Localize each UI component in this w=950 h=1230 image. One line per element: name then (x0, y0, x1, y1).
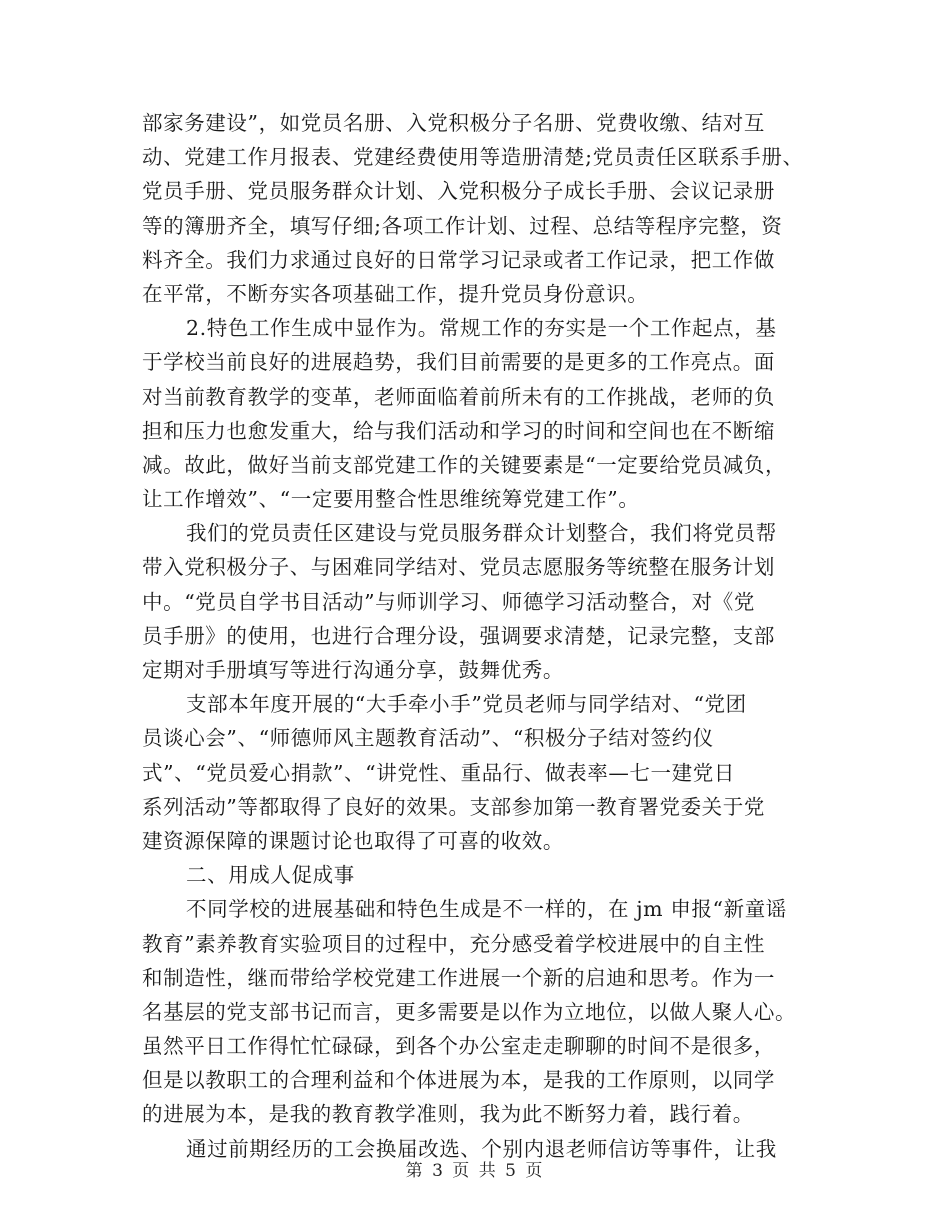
paragraph-start-line: 2.特色工作生成中显作为。常规工作的夯实是一个工作起点，基 (186, 316, 777, 341)
text-line: 教育”素养教育实验项目的过程中，充分感受着学校进展中的自主性 (142, 931, 765, 956)
text-line: 建资源保障的课题讨论也取得了可喜的收效。 (142, 828, 564, 853)
text-line: 式”、“党员爱心捐款”、“讲党性、重品行、做表率—七一建党日 (142, 760, 735, 785)
text-line: 中。“党员自学书目活动”与师训学习、师德学习活动整合，对《党 (142, 589, 755, 614)
paragraph-start-line: 支部本年度开展的“大手牵小手”党员老师与同学结对、“党团 (186, 692, 747, 717)
text-line: 减。故此，做好当前支部党建工作的关键要素是“一定要给党员减负， (142, 452, 787, 477)
paragraph-start-line: 我们的党员责任区建设与党员服务群众计划整合，我们将党员帮 (186, 521, 777, 546)
text-line: 等的簿册齐全，填写仔细;各项工作计划、过程、总结等程序完整，资 (142, 213, 783, 238)
text-line: 带入党积极分子、与困难同学结对、党员志愿服务等统整在服务计划 (142, 555, 775, 580)
text-line: 定期对手册填写等进行沟通分享，鼓舞优秀。 (142, 658, 564, 682)
text-line: 和制造性，继而带给学校党建工作进展一个新的启迪和思考。作为一 (142, 965, 775, 990)
text-line: 于学校当前良好的进展趋势，我们目前需要的是更多的工作亮点。面 (142, 350, 775, 375)
section-heading: 二、用成人促成事 (186, 863, 355, 888)
paragraph-start-line: 通过前期经历的工会换届改选、个别内退老师信访等事件，让我 (186, 1136, 777, 1161)
text-line: 料齐全。我们力求通过良好的日常学习记录或者工作记录，把工作做 (142, 247, 775, 272)
text-line: 在平常，不断夯实各项基础工作，提升党员身份意识。 (142, 281, 649, 306)
text-line: 的进展为本，是我的教育教学准则，我为此不断努力着，践行着。 (142, 1102, 754, 1127)
paragraph-start-line: 不同学校的进展基础和特色生成是不一样的，在 jm 申报“新童谣 (186, 897, 787, 922)
text-line: 动、党建工作月报表、党建经费使用等造册清楚;党员责任区联系手册、 (142, 145, 804, 170)
text-line: 虽然平日工作得忙忙碌碌，到各个办公室走走聊聊的时间不是很多， (142, 1034, 775, 1059)
text-line: 名基层的党支部书记而言，更多需要是以作为立地位，以做人聚人心。 (142, 999, 797, 1024)
text-line: 担和压力也愈发重大，给与我们活动和学习的时间和空间也在不断缩 (142, 418, 775, 443)
text-line: 部家务建设”，如党员名册、入党积极分子名册、党费收缴、结对互 (142, 111, 765, 135)
text-line: 但是以教职工的合理利益和个体进展为本，是我的工作原则，以同学 (142, 1068, 775, 1093)
text-line: 系列活动”等都取得了良好的效果。支部参加第一教育署党委关于党 (142, 794, 765, 819)
page-number-footer: 第 3 页 共 5 页 (405, 1161, 545, 1181)
text-line: 党员手册、党员服务群众计划、入党积极分子成长手册、会议记录册 (142, 179, 775, 204)
text-line: 员谈心会”、“师德师风主题教育活动”、“积极分子结对签约仪 (142, 726, 714, 751)
text-line: 让工作增效”、“一定要用整合性思维统筹党建工作”。 (142, 487, 640, 512)
text-line: 对当前教育教学的变革，老师面临着前所未有的工作挑战，老师的负 (142, 384, 775, 409)
document-body (142, 106, 814, 1166)
text-line: 员手册》的使用，也进行合理分设，强调要求清楚，记录完整，支部 (142, 623, 775, 648)
